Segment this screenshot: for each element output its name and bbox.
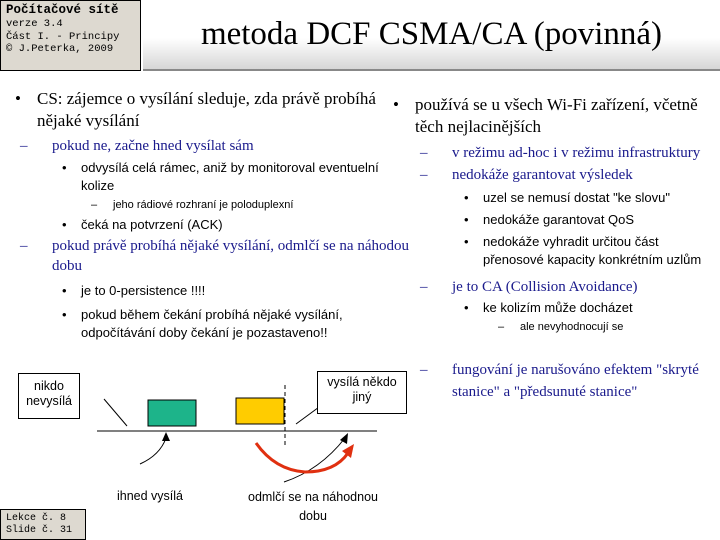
sub-bullet-collision-avoidance: – je to CA (Collision Avoidance): [420, 279, 638, 295]
frame-other: [236, 398, 284, 424]
course-title: Počítačové sítě: [6, 3, 119, 17]
subitem-not-evaluated: – ale nevyhodnocují se: [498, 321, 624, 333]
item-node-may-not-speak: • uzel se nemusí dostat "ke slovu": [462, 189, 715, 207]
part-text: Část I. - Principy: [6, 30, 120, 43]
version-text: verze 3.4: [6, 18, 63, 30]
pointer-nobody: [104, 399, 127, 426]
lesson-number: Lekce č. 8: [6, 513, 67, 524]
sub-bullet-no-transmission: – pokud ne, začne hned vysílat sám: [20, 138, 254, 154]
item-collisions-may-occur: • ke kolizím může docházet: [462, 299, 715, 317]
item-waits-ack: • čeká na potvrzení (ACK): [60, 216, 412, 234]
subitem-half-duplex: – jeho rádiové rozhraní je poloduplexní: [91, 199, 294, 211]
sub-bullet-text: pokud ne, začne hned vysílat sám: [52, 138, 254, 154]
bullet-cs: [12, 88, 412, 132]
item-zero-persistence: • je to 0-persistence !!!!: [60, 282, 412, 300]
sub-bullet-hidden-station: – fungování je narušováno efektem "skryté stanice" a "předsunuté stanice": [420, 362, 699, 400]
item-no-reserved-capacity: • nedokáže vyhradit určitou část přenosové kapacity konkrétním uzlům: [462, 233, 715, 269]
pointer-backoff: [284, 438, 345, 482]
item-countdown-paused: • pokud během čekání probíhá nějaké vysílání, odpočítávání doby čekání je pozastaveno!!: [60, 306, 412, 342]
bullet-cs-text: CS: zájemce o vysílání sleduje, zda právě probíhá nějaké vysílání: [37, 89, 376, 130]
bullet-wifi: • používá se u všech Wi-Fi zařízení, včetně těch nejlacinějších: [390, 94, 715, 138]
pointer-immediate: [140, 438, 166, 464]
backoff-arrow-head: [342, 444, 354, 458]
label-someone-else-transmits: vysílá někdo jiný: [317, 371, 407, 414]
slide-title: metoda DCF CSMA/CA (povinná): [143, 0, 720, 71]
label-transmits-immediately: ihned vysílá: [116, 489, 183, 503]
backoff-arrow: [256, 443, 348, 472]
slide-info-box: [0, 509, 86, 540]
sub-bullet-no-guarantee: – nedokáže garantovat výsledek: [420, 167, 633, 183]
course-info-box: [0, 0, 141, 71]
item-no-qos: • nedokáže garantovat QoS: [462, 211, 715, 229]
label-nobody-transmits: nikdo nevysílá: [18, 373, 80, 419]
author-text: © J.Peterka, 2009: [6, 43, 114, 55]
pointer-immediate-head: [162, 432, 170, 441]
sub-bullet-adhoc: – v režimu ad-hoc i v režimu infrastruktury: [420, 145, 701, 161]
left-column: [12, 88, 412, 342]
pointer-backoff-head: [340, 433, 348, 444]
frame-immediate: [148, 400, 196, 426]
item-transmits-whole-frame: • odvysílá celá rámec, aniž by monitoroval eventuelní kolize: [60, 159, 412, 195]
sub-bullet-transmission-ongoing: – pokud právě probíhá nějaké vysílání, odmlčí se na náhodou dobu: [20, 238, 409, 274]
right-column: [390, 94, 715, 403]
label-random-backoff: odmlčí se na náhodnou dobu: [248, 490, 378, 523]
slide-number: Slide č. 31: [6, 525, 73, 536]
